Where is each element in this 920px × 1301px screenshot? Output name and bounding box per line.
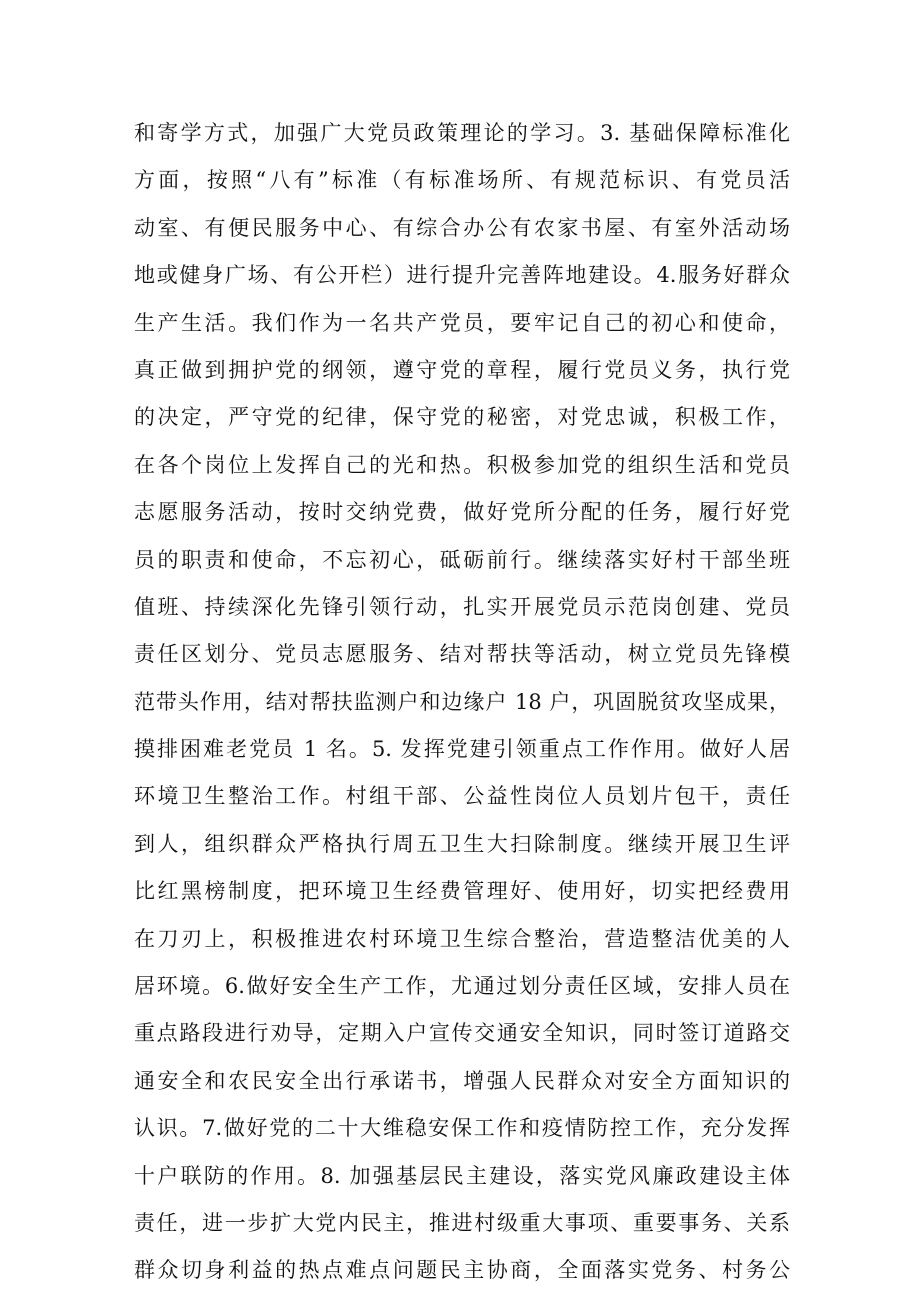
text-line: 动室、有便民服务中心、有综合办公有农家书屋、有室外活动场	[134, 215, 790, 240]
text-line: 责任区划分、党员志愿服务、结对帮扶等活动，树立党员先锋模	[134, 642, 790, 667]
text-line: 方面，按照“八有”标准（有标准场所、有规范标识、有党员活	[134, 168, 790, 193]
text-line: 通安全和农民安全出行承诺书，增强人民群众对安全方面知识的	[134, 1068, 790, 1093]
text-line: 认识。7.做好党的二十大维稳安保工作和疫情防控工作，充分发挥	[134, 1116, 790, 1141]
text-line: 摸排困难老党员 1 名。5. 发挥党建引领重点工作作用。做好人居	[134, 737, 790, 762]
text-line: 生产生活。我们作为一名共产党员，要牢记自己的初心和使命，	[134, 310, 790, 335]
text-line: 和寄学方式，加强广大党员政策理论的学习。3. 基础保障标准化	[134, 121, 790, 145]
text-line: 志愿服务活动，按时交纳党费，做好党所分配的任务，履行好党	[134, 500, 790, 525]
body-text	[134, 110, 790, 1295]
text-line: 在各个岗位上发挥自己的光和热。积极参加党的组织生活和党员	[134, 452, 790, 477]
text-line: 地或健身广场、有公开栏）进行提升完善阵地建设。4.服务好群众	[134, 263, 790, 288]
text-line: 到人，组织群众严格执行周五卫生大扫除制度。继续开展卫生评	[134, 831, 790, 856]
text-line: 在刀刃上，积极推进农村环境卫生综合整治，营造整洁优美的人	[134, 926, 790, 951]
text-line: 的决定，严守党的纪律，保守党的秘密，对党忠诚，积极工作，	[134, 405, 790, 430]
text-line: 居环境。6.做好安全生产工作，尤通过划分责任区域，安排人员在	[134, 974, 790, 999]
text-line: 范带头作用，结对帮扶监测户和边缘户 18 户，巩固脱贫攻坚成果，	[134, 689, 790, 714]
text-line: 十户联防的作用。8. 加强基层民主建设，落实党风廉政建设主体	[134, 1163, 790, 1188]
text-line: 重点路段进行劝导，定期入户宣传交通安全知识，同时签订道路交	[134, 1021, 790, 1046]
text-line: 真正做到拥护党的纲领，遵守党的章程，履行党员义务，执行党	[134, 357, 790, 382]
text-line: 责任，进一步扩大党内民主，推进村级重大事项、重要事务、关系	[134, 1210, 790, 1235]
text-line: 群众切身利益的热点难点问题民主协商，全面落实党务、村务公	[134, 1258, 790, 1283]
text-line: 环境卫生整治工作。村组干部、公益性岗位人员划片包干，责任	[134, 784, 790, 809]
text-line: 值班、持续深化先锋引领行动，扎实开展党员示范岗创建、党员	[134, 594, 790, 619]
text-line: 比红黑榜制度，把环境卫生经费管理好、使用好，切实把经费用	[134, 879, 790, 904]
text-line: 员的职责和使命，不忘初心，砥砺前行。继续落实好村干部坐班	[134, 547, 790, 572]
